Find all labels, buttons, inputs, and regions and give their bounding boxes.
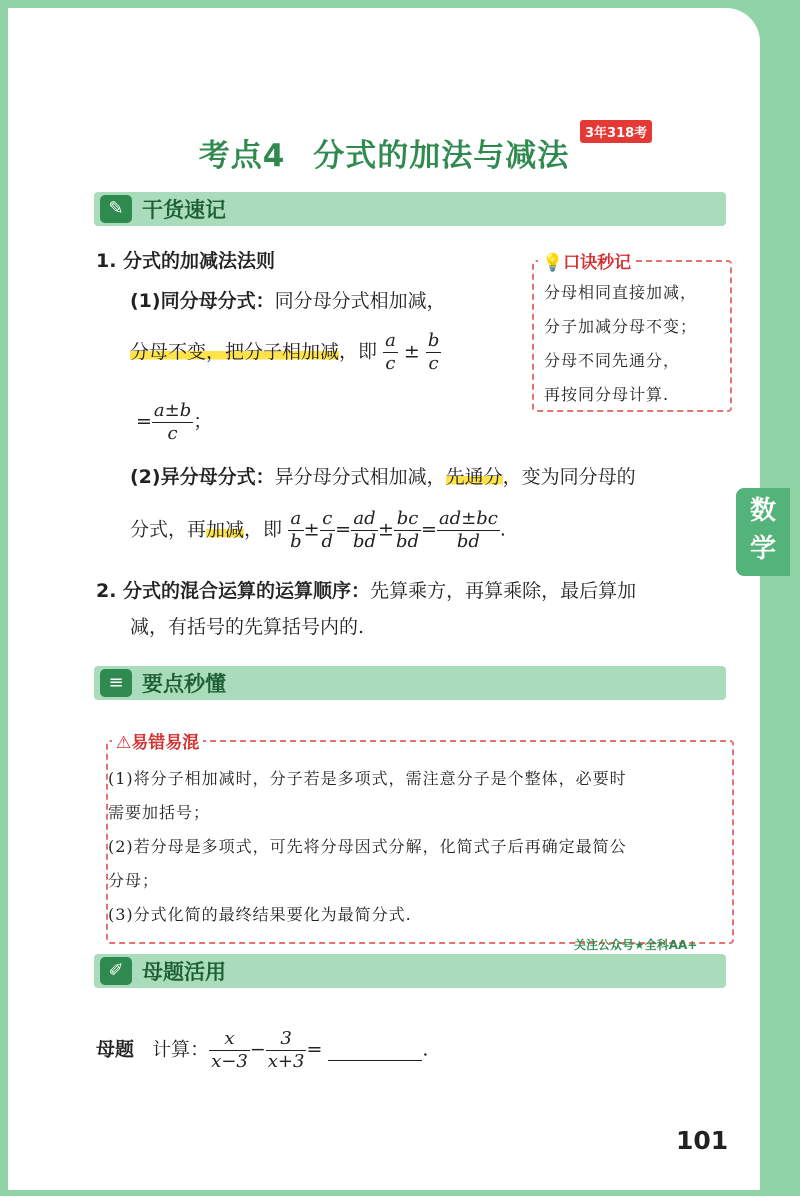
rule-same-denominator-formula: 分母不变，把分子相加减，即 $\frac{a}{c}$ ± $\frac{b}{c}$ bbox=[130, 330, 440, 374]
bulb-icon: 💡 bbox=[542, 253, 564, 273]
rule-same-denominator-result: = $\frac{a\pm b}{c}$ ； bbox=[136, 400, 213, 444]
board-icon: ≡ bbox=[100, 669, 132, 697]
pitfall-line: (2)若分母是多项式，可先将分母因式分解，化简式子后再确定最简公 bbox=[108, 837, 627, 856]
page bbox=[8, 8, 760, 1190]
order-rule-cont: 减，有括号的先算括号内的. bbox=[130, 616, 365, 638]
pitfall-title: ⚠易错易混 bbox=[112, 728, 203, 753]
page-title: 考点4 分式的加法与减法 bbox=[198, 138, 570, 174]
answer-blank[interactable] bbox=[328, 1040, 422, 1061]
rule-same-denominator: (1)同分母分式：同分母分式相加减， bbox=[130, 290, 446, 312]
pitfall-line: 分母； bbox=[108, 871, 160, 890]
exam-count-badge: 3年318考 bbox=[580, 120, 652, 143]
book-icon: ✎ bbox=[100, 195, 132, 223]
section-banner-keypoints: ≡ 要点秒懂 bbox=[94, 666, 726, 700]
page-number: 101 bbox=[676, 1126, 729, 1155]
order-rule: 2. 分式的混合运算的运算顺序：先算乘方，再算乘除，最后算加 bbox=[96, 580, 637, 602]
mnemonic-title: 💡口诀秒记 bbox=[538, 248, 635, 273]
section-banner-problem: ✐ 母题活用 bbox=[94, 954, 726, 988]
pitfall-line: (3)分式化简的最终结果要化为最简分式. bbox=[108, 905, 412, 924]
rule-heading: 1. 分式的加减法法则 bbox=[96, 250, 276, 272]
subject-tab: 数 学 bbox=[736, 488, 790, 576]
warning-icon: ⚠ bbox=[116, 733, 132, 753]
mnemonic-line: 分母不同先通分， bbox=[544, 351, 681, 370]
rule-different-denominator-formula: 分式，再加减，即 $\frac{a}{b}$ ± $\frac{c}{d}$ = $\frac{ad}{bd}$ ± $\frac{bc}{bd}$ = $\frac{ad\pm bc}{bd}$ . bbox=[130, 508, 506, 552]
watermark: 关注公众号★全科AA+ bbox=[574, 938, 698, 952]
section-banner-summary: ✎ 干货速记 bbox=[94, 192, 726, 226]
pitfall-line: (1)将分子相加减时，分子若是多项式，需注意分子是个整体，必要时 bbox=[108, 769, 627, 788]
mnemonic-line: 再按同分母计算. bbox=[544, 385, 670, 404]
pitfall-line: 需要加括号； bbox=[108, 803, 211, 822]
rule-different-denominator: (2)异分母分式：异分母分式相加减，先通分，变为同分母的 bbox=[130, 466, 636, 488]
pencil-icon: ✐ bbox=[100, 957, 132, 985]
problem: 母题 计算： $\frac{x}{x-3}$ − $\frac{3}{x+3}$ = . bbox=[96, 1028, 429, 1072]
mnemonic-line: 分子加减分母不变； bbox=[544, 317, 698, 336]
mnemonic-line: 分母相同直接加减， bbox=[544, 283, 698, 302]
